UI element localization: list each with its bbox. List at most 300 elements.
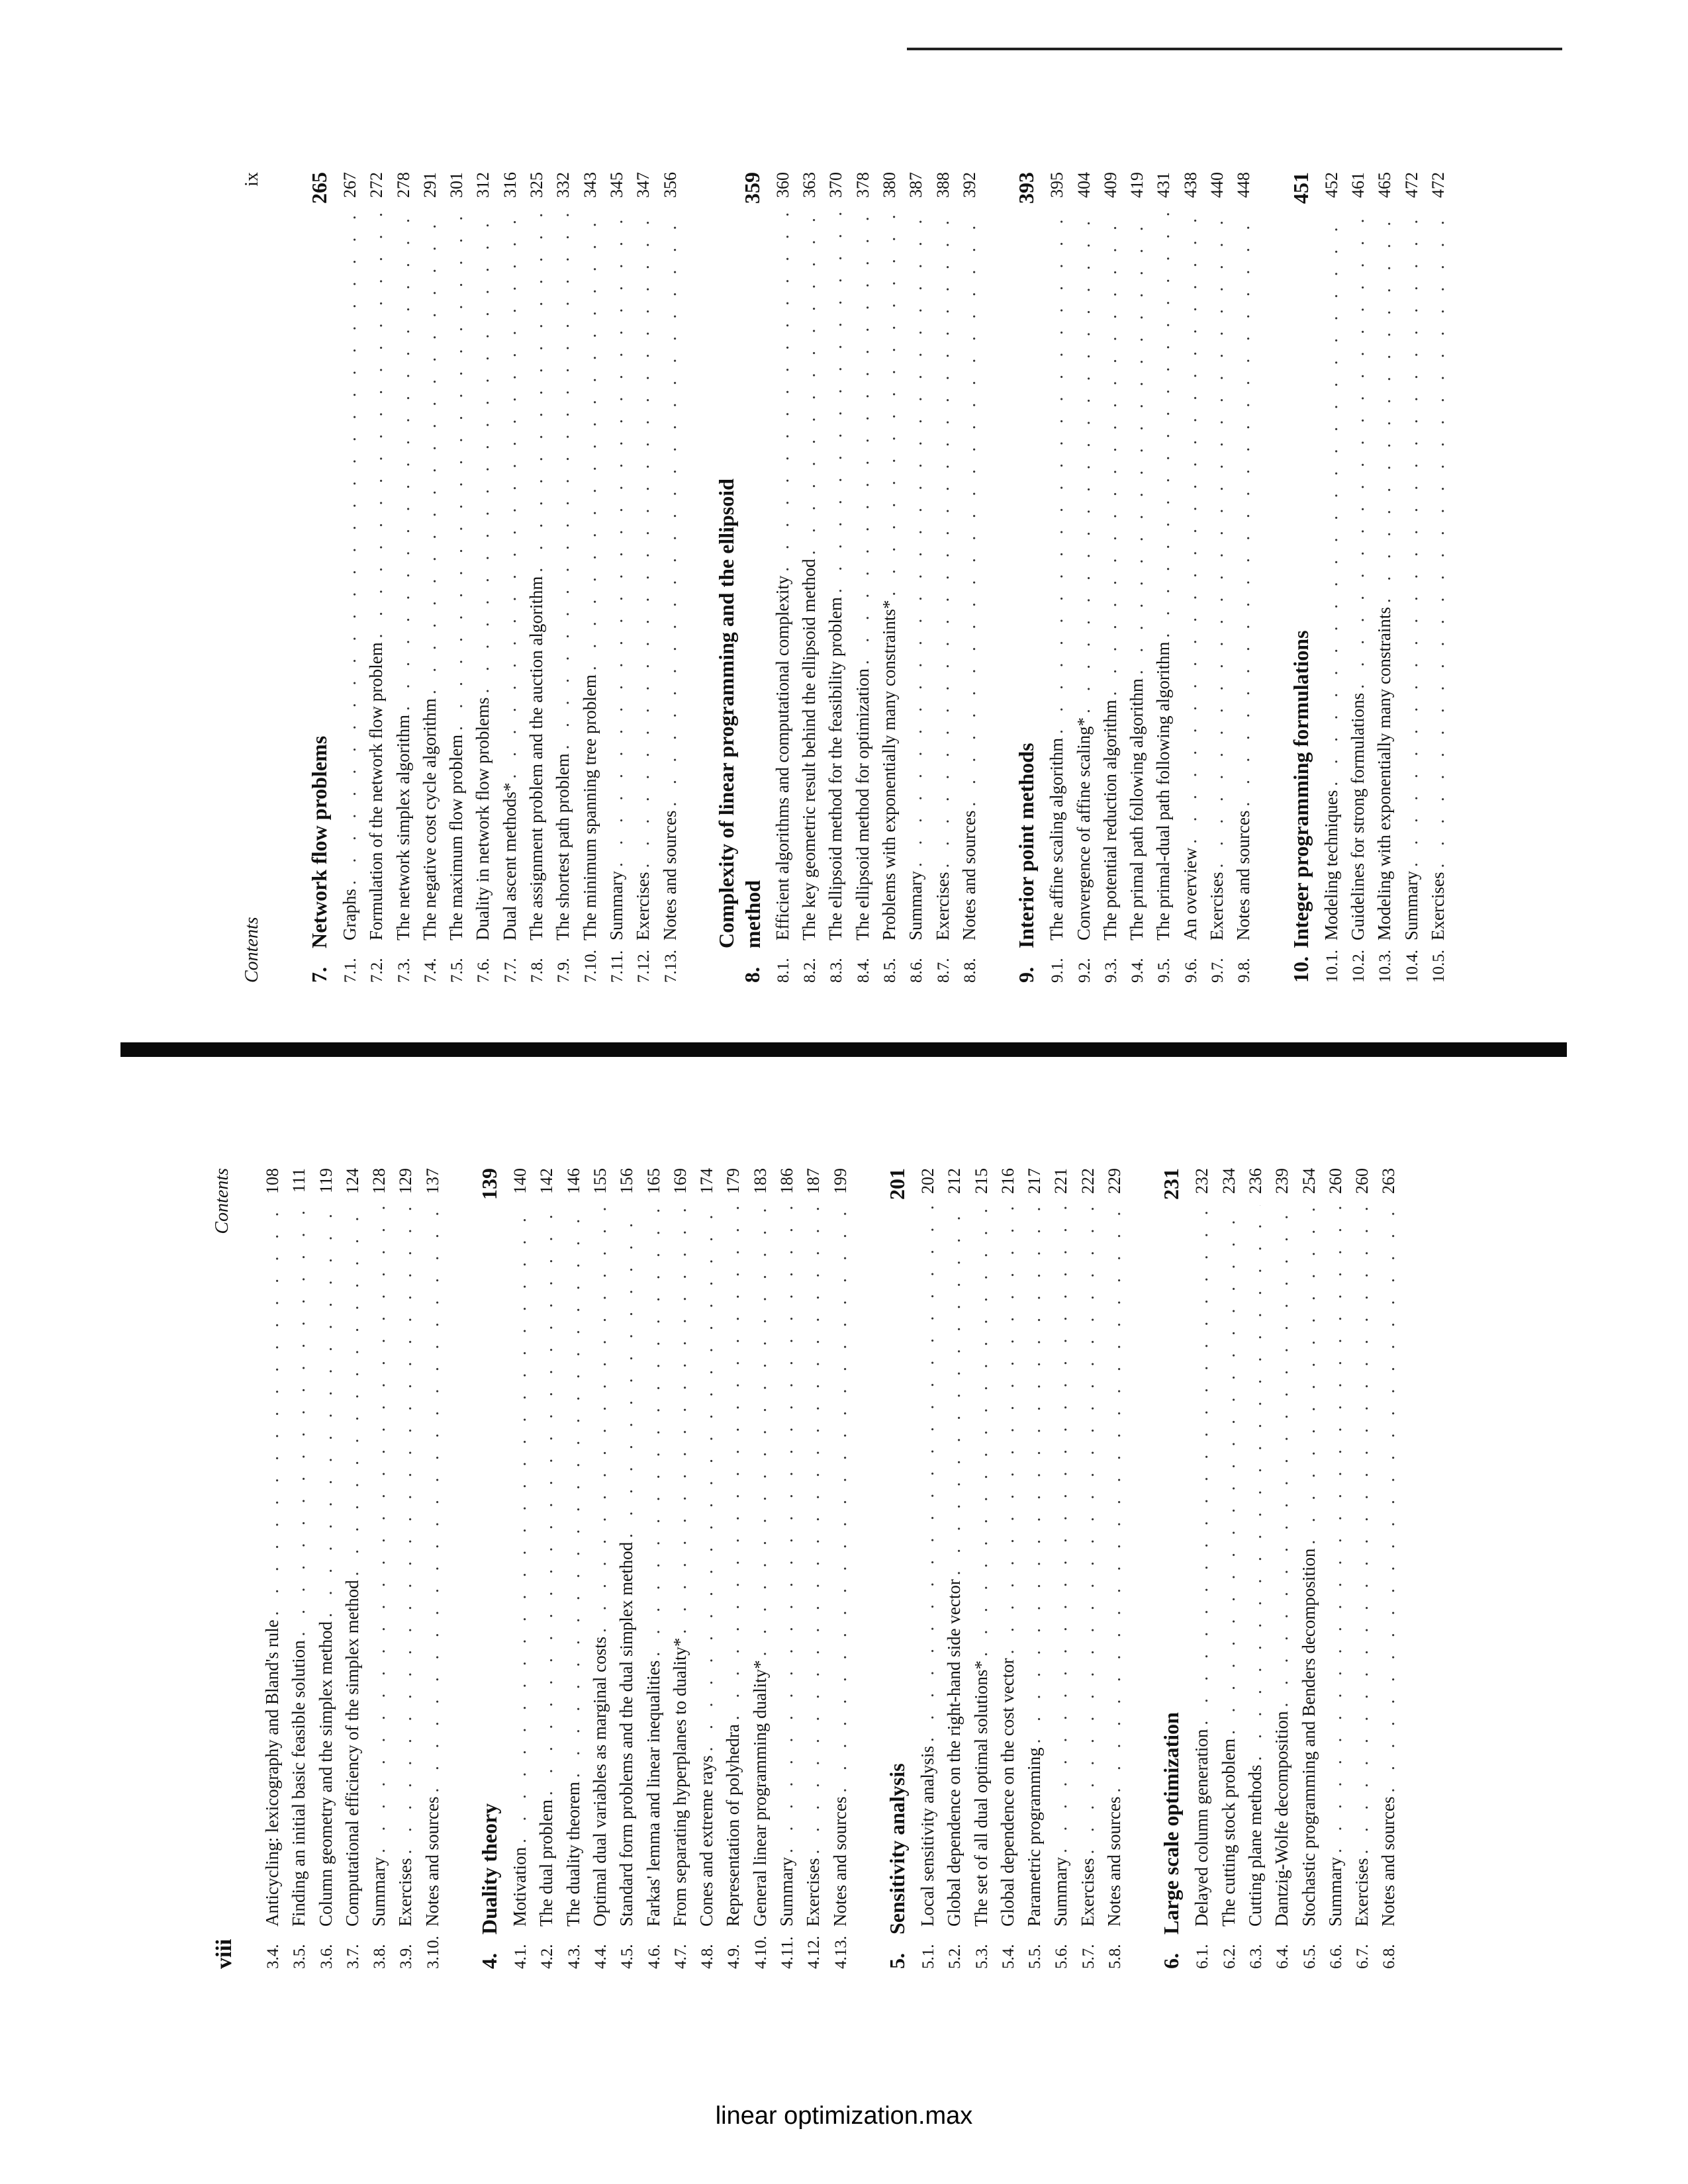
dot-leader xyxy=(1296,1205,1321,1545)
section-number: 4.2. xyxy=(538,1944,557,1969)
toc-entry[interactable] xyxy=(444,172,470,983)
toc-entry[interactable] xyxy=(1376,1168,1402,1969)
section-number: 3.9. xyxy=(397,1944,416,1969)
section-title: Summary xyxy=(606,871,626,940)
section-page: 111 xyxy=(289,1168,309,1193)
dot-leader xyxy=(1044,209,1069,734)
section-number: 3.7. xyxy=(344,1944,362,1969)
chapter-number: 8. xyxy=(739,967,764,983)
toc-entry[interactable] xyxy=(587,1168,614,1969)
section-number: 4.1. xyxy=(512,1944,530,1969)
toc-entry[interactable] xyxy=(507,1168,534,1969)
section-page: 186 xyxy=(777,1168,797,1194)
toc-entry[interactable] xyxy=(720,1168,747,1969)
section-page: 438 xyxy=(1180,172,1200,198)
toc-entry[interactable] xyxy=(930,172,957,983)
section-page: 202 xyxy=(917,1168,937,1194)
section-title: The shortest path problem xyxy=(553,753,573,940)
dot-leader xyxy=(850,209,875,664)
section-title: Notes and sources xyxy=(422,1796,442,1927)
section-number: 8.2. xyxy=(801,958,820,983)
section-number: 7.13. xyxy=(661,950,680,983)
section-number: 3.8. xyxy=(371,1944,389,1969)
section-title: Summary xyxy=(1325,1857,1345,1927)
toc-entry[interactable] xyxy=(1204,172,1231,983)
section-title: The primal-dual path following algorithm xyxy=(1153,641,1174,940)
section-title: Local sensitivity analysis xyxy=(917,1746,937,1927)
section-number: 7.7. xyxy=(501,958,520,983)
dot-leader xyxy=(550,209,575,749)
chapter-number: 4. xyxy=(477,1953,502,1969)
section-page: 409 xyxy=(1100,172,1120,198)
section-page: 312 xyxy=(473,172,493,198)
dot-leader xyxy=(1319,209,1344,786)
dot-leader xyxy=(286,1205,311,1636)
page-header xyxy=(212,1168,246,1969)
dot-leader xyxy=(420,1205,445,1793)
toc-entry[interactable] xyxy=(1189,1168,1215,1969)
toc-entry[interactable] xyxy=(1150,172,1177,983)
section-title: Convergence of affine scaling* xyxy=(1073,717,1094,940)
section-number: 10.5. xyxy=(1429,950,1448,983)
toc-entry[interactable] xyxy=(770,172,796,983)
section-page: 260 xyxy=(1352,1168,1372,1194)
section-number: 4.13. xyxy=(831,1936,850,1969)
section-title: Dual ascent methods* xyxy=(499,782,520,940)
toc-entry[interactable] xyxy=(630,172,657,983)
toc-entry[interactable] xyxy=(850,172,876,983)
toc-entry[interactable] xyxy=(1098,172,1124,983)
section-title: Column geometry and the simplex method xyxy=(315,1621,336,1927)
section-title: Representation of polyhedra xyxy=(723,1724,743,1927)
section-number: 7.11. xyxy=(608,950,626,983)
section-page: 179 xyxy=(724,1168,743,1194)
section-title: Dantzig-Wolfe decomposition xyxy=(1272,1711,1292,1927)
section-number: 10.2. xyxy=(1349,950,1368,983)
section-number: 5.1. xyxy=(919,1944,937,1969)
chapter-heading[interactable] xyxy=(1157,1168,1185,1969)
section-title: Problems with exponentially many constraints* xyxy=(879,600,900,940)
section-number: 4.11. xyxy=(778,1936,797,1969)
section-number: 7.5. xyxy=(448,958,467,983)
chapter-title-line: Integer programming formulations xyxy=(1288,630,1313,948)
dot-leader xyxy=(876,209,902,596)
toc-list xyxy=(305,172,1452,983)
section-number: 7.8. xyxy=(528,958,547,983)
section-number: 4.9. xyxy=(725,1944,743,1969)
section-page: 128 xyxy=(369,1168,389,1194)
toc-entry[interactable] xyxy=(774,1168,800,1969)
section-page: 392 xyxy=(959,172,979,198)
toc-entry[interactable] xyxy=(1044,172,1070,983)
toc-entry[interactable] xyxy=(470,172,496,983)
toc-entry[interactable] xyxy=(550,172,577,983)
section-title: Guidelines for strong formulations xyxy=(1347,692,1368,940)
toc-entry[interactable] xyxy=(1178,172,1204,983)
page-number: viii xyxy=(212,1938,236,1969)
section-number: 9.7. xyxy=(1209,958,1227,983)
dot-leader xyxy=(259,1205,285,1615)
toc-entry[interactable] xyxy=(1319,172,1345,983)
toc-entry[interactable] xyxy=(1231,172,1257,983)
toc-entry[interactable] xyxy=(968,1168,995,1969)
dot-leader xyxy=(1150,209,1176,638)
dot-leader xyxy=(1048,1205,1073,1853)
section-page: 332 xyxy=(553,172,573,198)
dot-leader xyxy=(1189,1205,1214,1725)
toc-entry[interactable] xyxy=(903,172,929,983)
section-page: 343 xyxy=(580,172,600,198)
section-title: The ellipsoid method for optimization xyxy=(852,668,872,940)
toc-entry[interactable] xyxy=(604,172,630,983)
section-number: 7.4. xyxy=(421,958,440,983)
dot-leader xyxy=(1021,1205,1047,1743)
toc-entry[interactable] xyxy=(286,1168,312,1969)
section-page: 234 xyxy=(1219,1168,1239,1194)
section-page: 156 xyxy=(617,1168,637,1194)
toc-entry[interactable] xyxy=(641,1168,667,1969)
dot-leader xyxy=(657,209,682,807)
section-page: 232 xyxy=(1192,1168,1212,1194)
section-number: 3.10. xyxy=(424,1936,442,1969)
dot-leader xyxy=(1231,209,1256,807)
section-page: 448 xyxy=(1234,172,1254,198)
section-title: Notes and sources xyxy=(1104,1796,1125,1927)
section-page: 440 xyxy=(1207,172,1227,198)
toc-entry[interactable] xyxy=(1075,1168,1102,1969)
toc-entry[interactable] xyxy=(363,172,390,983)
section-page: 360 xyxy=(773,172,792,198)
toc-entry[interactable] xyxy=(1124,172,1150,983)
section-title: Summary xyxy=(906,871,926,940)
dot-leader xyxy=(614,1205,639,1538)
section-title: The set of all dual optimal solutions* xyxy=(970,1661,991,1927)
dot-leader xyxy=(444,209,469,731)
dot-leader xyxy=(1399,209,1424,867)
toc-entry[interactable] xyxy=(941,1168,968,1969)
toc-entry[interactable] xyxy=(366,1168,393,1969)
section-number: 6.4. xyxy=(1274,1944,1292,1969)
toc-list xyxy=(259,1168,1403,1969)
section-title: Notes and sources xyxy=(659,810,680,940)
toc-entry[interactable] xyxy=(827,1168,854,1969)
section-number: 5.5. xyxy=(1026,1944,1045,1969)
section-number: 5.6. xyxy=(1053,1944,1071,1969)
footer-filename: linear optimization.max xyxy=(715,2102,973,2130)
section-number: 8.3. xyxy=(827,958,846,983)
toc-entry[interactable] xyxy=(694,1168,720,1969)
section-title: The ellipsoid method for the feasibility problem xyxy=(825,597,846,940)
toc-entry[interactable] xyxy=(497,172,524,983)
toc-entry[interactable] xyxy=(1372,172,1398,983)
dot-leader xyxy=(561,1205,586,1778)
chapter-heading[interactable] xyxy=(1012,172,1040,983)
dot-leader xyxy=(363,209,389,638)
toc-entry[interactable] xyxy=(1071,172,1098,983)
dot-leader xyxy=(903,209,928,867)
toc-entry[interactable] xyxy=(420,1168,446,1969)
section-page: 215 xyxy=(971,1168,991,1194)
left-page-panel xyxy=(212,1168,1403,1969)
chapter-page: 139 xyxy=(477,1168,502,1200)
section-title: Formulation of the network flow problem xyxy=(366,642,387,940)
page-number: ix xyxy=(242,172,262,187)
dot-leader xyxy=(524,209,549,572)
section-number: 4.6. xyxy=(645,1944,663,1969)
section-title: Modeling with exponentially many constraints xyxy=(1374,607,1395,940)
section-page: 137 xyxy=(422,1168,442,1194)
toc-entry[interactable] xyxy=(1399,172,1425,983)
toc-entry[interactable] xyxy=(259,1168,286,1969)
toc-entry[interactable] xyxy=(1048,1168,1074,1969)
section-title: Finding an initial basic feasible solution xyxy=(289,1640,309,1927)
section-title: Efficient algorithms and computational complexity xyxy=(772,575,792,940)
toc-entry[interactable] xyxy=(1323,1168,1349,1969)
toc-entry[interactable] xyxy=(823,172,849,983)
dot-leader xyxy=(941,1205,966,1575)
toc-entry[interactable] xyxy=(800,1168,827,1969)
section-number: 8.7. xyxy=(934,958,953,983)
toc-entry[interactable] xyxy=(1216,1168,1243,1969)
section-number: 6.8. xyxy=(1380,1944,1399,1969)
section-title: The primal path following algorithm xyxy=(1127,678,1147,940)
dot-leader xyxy=(1204,209,1229,868)
toc-entry[interactable] xyxy=(1243,1168,1269,1969)
dot-leader xyxy=(1349,1205,1374,1854)
dot-leader xyxy=(470,209,495,694)
section-number: 9.8. xyxy=(1235,958,1254,983)
section-page: 345 xyxy=(606,172,626,198)
section-title: Exercises xyxy=(633,872,653,940)
dot-leader xyxy=(1071,209,1096,713)
section-page: 169 xyxy=(670,1168,690,1194)
dot-leader xyxy=(1216,1205,1241,1735)
section-title: General linear programming duality* xyxy=(749,1660,770,1927)
section-page: 254 xyxy=(1299,1168,1319,1194)
section-number: 9.1. xyxy=(1049,958,1067,983)
section-page: 356 xyxy=(660,172,680,198)
toc-entry[interactable] xyxy=(577,172,604,983)
dot-leader xyxy=(827,1205,853,1793)
toc-entry[interactable] xyxy=(1425,172,1452,983)
section-number: 4.8. xyxy=(698,1944,717,1969)
section-page: 212 xyxy=(945,1168,964,1194)
top-rule xyxy=(907,48,1562,50)
running-head: Contents xyxy=(242,917,262,983)
toc-entry[interactable] xyxy=(614,1168,640,1969)
section-title: Summary xyxy=(1051,1857,1071,1927)
section-number: 4.3. xyxy=(565,1944,583,1969)
section-number: 7.6. xyxy=(475,958,493,983)
toc-entry[interactable] xyxy=(1021,1168,1048,1969)
dot-leader xyxy=(720,1205,745,1720)
chapter-title-line: Network flow problems xyxy=(307,735,331,948)
chapter-number: 6. xyxy=(1159,1953,1184,1969)
dot-leader xyxy=(930,209,955,868)
section-title: Farkas' lemma and linear inequalities xyxy=(643,1660,663,1927)
toc-entry[interactable] xyxy=(340,1168,366,1969)
toc-entry[interactable] xyxy=(417,172,444,983)
section-page: 183 xyxy=(750,1168,770,1194)
section-page: 217 xyxy=(1025,1168,1045,1194)
dot-leader xyxy=(1098,209,1123,696)
toc-entry[interactable] xyxy=(313,1168,340,1969)
section-title: The negative cost cycle algorithm xyxy=(419,698,440,940)
section-title: Notes and sources xyxy=(959,810,979,940)
section-number: 8.6. xyxy=(908,958,926,983)
dot-leader xyxy=(770,209,795,572)
section-number: 9.6. xyxy=(1182,958,1200,983)
dot-leader xyxy=(800,1205,825,1854)
section-title: Delayed column generation xyxy=(1192,1729,1212,1927)
chapter-page: 359 xyxy=(739,172,764,204)
section-number: 4.10. xyxy=(751,1936,770,1969)
section-number: 4.5. xyxy=(618,1944,637,1969)
section-title: Global dependence on the right-hand side vector xyxy=(944,1579,964,1927)
toc-entry[interactable] xyxy=(1345,172,1372,983)
chapter-title xyxy=(305,213,333,948)
section-number: 8.5. xyxy=(881,958,900,983)
section-number: 4.7. xyxy=(671,1944,690,1969)
section-page: 387 xyxy=(906,172,926,198)
toc-entry[interactable] xyxy=(957,172,983,983)
section-title: Exercises xyxy=(1352,1858,1372,1927)
section-page: 142 xyxy=(537,1168,557,1194)
section-number: 6.6. xyxy=(1327,1944,1345,1969)
section-title: Motivation xyxy=(510,1847,530,1927)
section-page: 370 xyxy=(826,172,846,198)
section-page: 267 xyxy=(340,172,359,198)
toc-entry[interactable] xyxy=(524,172,550,983)
dot-leader xyxy=(694,1205,719,1751)
section-page: 124 xyxy=(342,1168,362,1194)
section-title: Notes and sources xyxy=(829,1796,850,1927)
section-number: 3.5. xyxy=(291,1944,309,1969)
chapter-page: 451 xyxy=(1288,172,1313,204)
chapter-title-line: Duality theory xyxy=(477,1803,502,1934)
dot-leader xyxy=(417,209,442,694)
toc-entry[interactable] xyxy=(561,1168,587,1969)
chapter-title xyxy=(883,1209,911,1934)
section-page: 222 xyxy=(1078,1168,1098,1194)
toc-entry[interactable] xyxy=(995,1168,1021,1969)
toc-entry[interactable] xyxy=(796,172,823,983)
section-title: Summary xyxy=(1401,871,1421,940)
section-page: 378 xyxy=(853,172,872,198)
dot-leader xyxy=(393,1205,418,1854)
chapter-title xyxy=(1157,1209,1185,1934)
toc-entry[interactable] xyxy=(657,172,684,983)
toc-entry[interactable] xyxy=(876,172,903,983)
toc-entry[interactable] xyxy=(747,1168,774,1969)
page-divider xyxy=(120,1042,1567,1057)
section-number: 6.2. xyxy=(1220,1944,1239,1969)
dot-leader xyxy=(534,1205,559,1796)
section-page: 187 xyxy=(804,1168,823,1194)
chapter-title-line: Sensitivity analysis xyxy=(884,1763,909,1934)
dot-leader xyxy=(497,209,522,779)
dot-leader xyxy=(995,1205,1020,1654)
toc-entry[interactable] xyxy=(391,172,417,983)
chapter-page: 393 xyxy=(1014,172,1039,204)
section-title: The key geometric result behind the ellipsoid method xyxy=(799,559,820,940)
section-page: 146 xyxy=(563,1168,583,1194)
section-page: 301 xyxy=(447,172,467,198)
toc-entry[interactable] xyxy=(1296,1168,1323,1969)
dot-leader xyxy=(915,1205,940,1742)
chapter-number: 9. xyxy=(1014,967,1039,983)
section-number: 9.2. xyxy=(1075,958,1094,983)
section-page: 380 xyxy=(880,172,900,198)
chapter-heading[interactable] xyxy=(475,1168,503,1969)
chapter-heading[interactable] xyxy=(1287,172,1315,983)
toc-entry[interactable] xyxy=(1102,1168,1128,1969)
section-page: 221 xyxy=(1051,1168,1071,1194)
section-page: 199 xyxy=(830,1168,850,1194)
section-title: The potential reduction algorithm xyxy=(1100,700,1120,940)
toc-entry[interactable] xyxy=(915,1168,941,1969)
section-page: 452 xyxy=(1321,172,1341,198)
toc-entry[interactable] xyxy=(534,1168,560,1969)
section-title: The network simplex algorithm xyxy=(393,714,413,940)
chapter-number: 5. xyxy=(884,1953,909,1969)
section-number: 6.1. xyxy=(1194,1944,1212,1969)
section-title: The cutting stock problem xyxy=(1218,1738,1239,1927)
dot-leader xyxy=(1345,209,1370,689)
right-page-panel xyxy=(242,172,1452,983)
section-title: Cones and extreme rays xyxy=(696,1755,717,1927)
chapter-title-line: method xyxy=(740,880,765,948)
toc-entry[interactable] xyxy=(337,172,363,983)
section-page: 404 xyxy=(1074,172,1094,198)
dot-leader xyxy=(1243,1205,1268,1761)
section-title: Global dependence on the cost vector xyxy=(997,1658,1017,1927)
toc-entry[interactable] xyxy=(1269,1168,1295,1969)
dot-leader xyxy=(630,209,655,868)
chapter-heading[interactable] xyxy=(713,172,766,983)
section-title: The minimum spanning tree problem xyxy=(579,674,600,940)
dot-leader xyxy=(337,209,362,885)
section-number: 10.3. xyxy=(1376,950,1395,983)
section-page: 465 xyxy=(1375,172,1395,198)
section-page: 431 xyxy=(1154,172,1174,198)
section-page: 316 xyxy=(500,172,520,198)
dot-leader xyxy=(641,1205,666,1657)
dot-leader xyxy=(1102,1205,1127,1793)
section-title: Exercises xyxy=(1207,872,1227,940)
section-number: 7.2. xyxy=(368,958,387,983)
section-page: 388 xyxy=(933,172,953,198)
section-page: 278 xyxy=(393,172,413,198)
section-number: 6.3. xyxy=(1246,1944,1265,1969)
toc-entry[interactable] xyxy=(667,1168,694,1969)
chapter-number: 7. xyxy=(307,967,331,983)
dot-leader xyxy=(957,209,982,807)
dot-leader xyxy=(604,209,629,867)
section-number: 7.1. xyxy=(342,958,359,983)
section-page: 263 xyxy=(1379,1168,1399,1194)
chapter-page: 231 xyxy=(1159,1168,1184,1200)
section-page: 119 xyxy=(316,1168,336,1194)
toc-entry[interactable] xyxy=(1349,1168,1376,1969)
dot-leader xyxy=(823,209,848,593)
chapter-heading[interactable] xyxy=(305,172,333,983)
toc-entry[interactable] xyxy=(393,1168,419,1969)
chapter-heading[interactable] xyxy=(883,1168,911,1969)
section-page: 461 xyxy=(1348,172,1368,198)
section-title: From separating hyperplanes to duality* xyxy=(669,1637,690,1927)
section-page: 155 xyxy=(590,1168,610,1194)
